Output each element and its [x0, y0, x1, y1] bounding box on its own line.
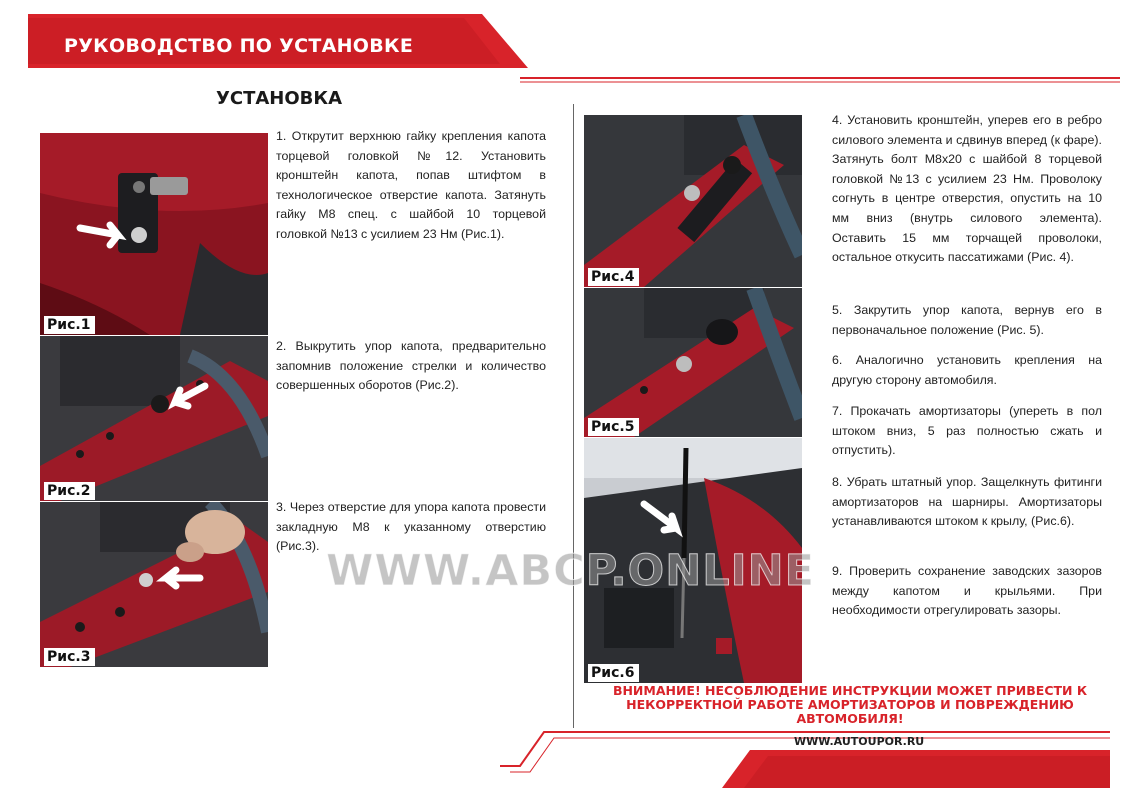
page-title: РУКОВОДСТВО ПО УСТАНОВКЕ	[64, 35, 414, 57]
step-4-text: 4. Установить кронштейн, уперев его в ребро силового элемента и сдвинув вперед (к фаре). Затянуть болт М8х20 с шайбой 8 торцевой головкой №13 с усилием 23 Нм. Проволоку согнуть в центре отверстия, опустить на 10 мм вниз (внутрь силового элемента). Оставить 15 мм торчащей проволоки, остальное откусить пассатижами (Рис. 4).	[832, 113, 1102, 265]
figure-3-photo	[40, 502, 268, 667]
figure-6-caption: Рис.6	[588, 664, 639, 682]
step-1-text: 1. Открутит верхнюю гайку крепления капота торцевой головкой №12. Установить кронштейн капота, попав штифтом в технологическое отверстие капота. Затянуть гайку М8 спец. с шайбой 10 торцевой головкой №13 с усилием 23 Нм (Рис.1).	[276, 129, 546, 241]
figure-4-caption: Рис.4	[588, 268, 639, 286]
footer-url: WWW.AUTOUPOR.RU	[794, 735, 925, 748]
figure-5-caption: Рис.5	[588, 418, 639, 436]
warning-notice: ВНИМАНИЕ! НЕСОБЛЮДЕНИЕ ИНСТРУКЦИИ МОЖЕТ ПРИВЕСТИ К НЕКОРРЕКТНОЙ РАБОТЕ АМОРТИЗАТОРОВ И ПОВРЕЖДЕНИЮ АВТОМОБИЛЯ!	[612, 683, 1088, 726]
figure-2-caption: Рис.2	[44, 482, 95, 500]
hood-stop-return-photo	[584, 288, 802, 437]
step-8-text: 8. Убрать штатный упор. Защелкнуть фитинги амортизаторов на шарниры. Амортизаторы устанавливаются штоком к крылу, (Рис.6).	[832, 475, 1102, 529]
figure-3-caption: Рис.3	[44, 648, 95, 666]
figure-1-photo	[40, 133, 268, 335]
bracket-install-photo	[584, 115, 802, 287]
hood-stop-photo	[40, 336, 268, 501]
figure-4-photo	[584, 115, 802, 287]
insert-bolt-photo	[40, 502, 268, 667]
column-divider	[573, 104, 574, 728]
step-6-text: 6. Аналогично установить крепления на другую сторону автомобиля.	[832, 353, 1102, 387]
figure-1-caption: Рис.1	[44, 316, 95, 334]
hood-bracket-photo	[40, 133, 268, 335]
section-title: УСТАНОВКА	[216, 88, 343, 109]
header-rule	[520, 60, 1120, 84]
step-9-text: 9. Проверить сохранение заводских зазоров между капотом и крыльями. При необходимости отрегулировать зазоры.	[832, 564, 1102, 618]
step-7-text: 7. Прокачать амортизаторы (упереть в пол штоком вниз, 5 раз полностью сжать и отпустить).	[832, 404, 1102, 458]
watermark: WWW.ABCP.ONLINE	[326, 546, 815, 596]
figure-5-photo	[584, 288, 802, 437]
step-5-text: 5. Закрутить упор капота, вернув его в первоначальное положение (Рис. 5).	[832, 303, 1102, 337]
figure-2-photo	[40, 336, 268, 501]
step-3-text: 3. Через отверстие для упора капота провести закладную М8 к указанному отверстию (Рис.3).	[276, 500, 546, 554]
step-2-text: 2. Выкрутить упор капота, предварительно запомнив положение стрелки и количество совершенных оборотов (Рис.2).	[276, 339, 546, 393]
footer-band	[500, 724, 1110, 788]
